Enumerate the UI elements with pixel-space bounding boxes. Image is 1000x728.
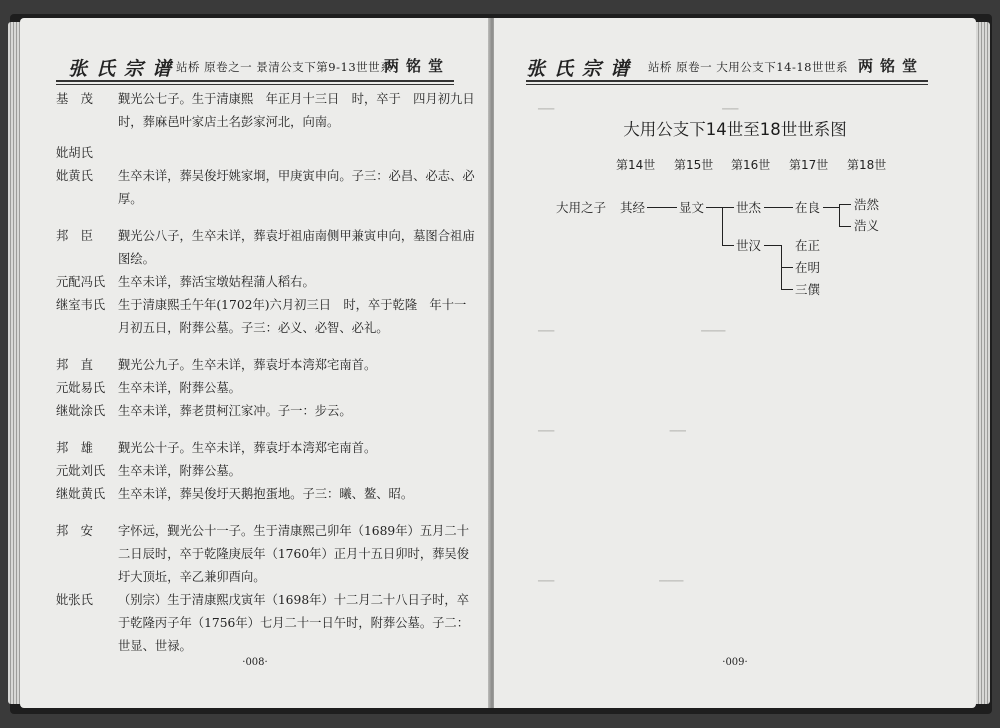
bleed-through-texture: ▁▁ ▁▁: [538, 420, 686, 432]
lineage-entry: [56, 271, 476, 294]
tree-node-gen16: 世杰: [736, 200, 762, 215]
lineage-entry: [56, 88, 487, 134]
person-name: 邦 安: [56, 524, 93, 538]
tree-node-gen17: 在良: [795, 200, 821, 215]
person-record: 生卒未详，葬老贯柯江家冲。子一：步云。: [118, 404, 352, 418]
header-rule-thin: [526, 84, 928, 85]
tree-node-gen15: 显文: [679, 200, 705, 215]
tree-connector: [823, 207, 839, 208]
bleed-through-texture: ▁▁ ▁▁▁: [538, 570, 684, 582]
tree-connector: [647, 207, 677, 208]
person-name: 邦 直: [56, 358, 93, 372]
person-name: 邦 雄: [56, 441, 93, 455]
person-name: 元妣刘氏: [56, 464, 106, 478]
person-record: 觐光公八子，生卒未详，葬袁圩祖庙南侧甲兼寅申向，墓图合祖庙图绘。: [118, 229, 475, 266]
generation-label: 第18世: [847, 158, 887, 172]
tree-connector: [722, 207, 723, 245]
lineage-entry: [56, 589, 476, 658]
person-record: 字怀远，觐光公十一子。生于清康熙己卯年（1689年）五月二十二日辰时，卒于乾隆庚辰年（1760年）正月十五日卯时，葬吴俊圩大顶坵，辛乙兼卯酉向。: [118, 524, 470, 584]
lineage-entry: [56, 460, 476, 483]
lineage-entry: [56, 400, 476, 423]
lineage-entry: [56, 354, 476, 377]
person-record: 生卒未详，葬活宝墩姑程蒲人稻右。: [118, 275, 315, 289]
tree-connector: [722, 245, 734, 246]
person-name: 元配冯氏: [56, 275, 106, 289]
tree-node-gen17: 在明: [795, 260, 821, 275]
bleed-through-texture: ▁▁ ▁▁▁: [538, 320, 726, 332]
person-name: 基 茂: [56, 92, 93, 106]
tree-node-gen14: 其经: [620, 200, 646, 215]
tree-node-gen16: 世汉: [736, 238, 762, 253]
tree-connector: [839, 204, 851, 205]
lineage-entry: [56, 142, 476, 165]
tree-node-root: 大用之子: [556, 200, 607, 215]
genealogy-brand-title: 张氏宗谱: [68, 58, 181, 80]
right-page-edges: [976, 22, 990, 704]
person-record: [118, 142, 476, 165]
tree-node-gen17: 三僎: [795, 282, 821, 297]
genealogy-brand-title: 张氏宗谱: [526, 58, 639, 80]
tree-connector: [764, 245, 781, 246]
lineage-entry: [56, 520, 476, 589]
lineage-entry: [56, 437, 476, 460]
person-name: 邦 臣: [56, 229, 93, 243]
person-record: （别宗）生于清康熙戊寅年（1698年）十二月二十八日子时，卒于乾隆丙子年（1756年）七月二十一日午时，附葬公墓。子二：世显、世禄。: [118, 593, 470, 653]
tree-connector: [781, 267, 793, 268]
lineage-entries: [56, 88, 487, 658]
section-subtitle: 站桥 原卷一 大用公支下14-18世世系: [648, 60, 848, 74]
generation-label: 第16世: [731, 158, 771, 172]
tree-connector: [839, 226, 851, 227]
person-name: 妣张氏: [56, 593, 93, 607]
left-page-header: [68, 54, 454, 78]
lineage-entry: [56, 483, 476, 506]
lineage-entry: [56, 294, 476, 340]
lineage-chart-title: 大用公支下14世至18世世系图: [623, 120, 847, 139]
person-record: 觐光公十子。生卒未详，葬袁圩本湾郑宅南首。: [118, 441, 377, 455]
right-page-header: [526, 54, 928, 78]
person-record: 生于清康熙壬午年(1702年)六月初三日 时，卒于乾隆 年十一月初五日，附葬公墓。子三：必义、必智、必礼。: [118, 298, 467, 335]
page-number: ·009·: [722, 657, 748, 668]
person-record: 生卒未详，附葬公墓。: [118, 381, 241, 395]
person-name: 元妣易氏: [56, 381, 106, 395]
left-page: [20, 18, 490, 708]
bleed-through-texture: ▁▁ ▁▁: [538, 98, 739, 110]
person-name: 继室韦氏: [56, 298, 106, 312]
person-record: 生卒未详，附葬公墓。: [118, 464, 241, 478]
person-name: 妣胡氏: [56, 146, 93, 160]
header-rule: [526, 80, 928, 82]
page-number: ·008·: [242, 657, 268, 668]
person-record: 生卒未详，葬吴俊圩姚家埛，甲庚寅申向。子三：必昌、必志、必厚。: [118, 169, 475, 206]
section-subtitle: 站桥 原卷之一 景清公支下第9-13世世系: [176, 60, 393, 74]
tree-connector: [781, 289, 793, 290]
tree-node-gen17: 在正: [795, 238, 821, 253]
person-name: 继妣黄氏: [56, 487, 106, 501]
tree-connector: [839, 204, 840, 226]
tree-node-gen18: 浩义: [854, 218, 880, 233]
lineage-entry: [56, 377, 476, 400]
person-name: 妣黄氏: [56, 169, 93, 183]
tree-connector: [706, 207, 734, 208]
lineage-entry: [56, 225, 476, 271]
hall-name: 两铭堂: [383, 57, 450, 75]
person-record: 觐光公九子。生卒未详，葬袁圩本湾郑宅南首。: [118, 358, 377, 372]
person-record: 觐光公七子。生于清康熙 年正月十三日 时，卒于 四月初九日 时，葬麻邑叶家店土名彭家河北，向南。: [118, 92, 487, 129]
tree-connector: [764, 207, 793, 208]
right-page: [494, 18, 976, 708]
lineage-entry: [56, 165, 476, 211]
left-page-edges: [8, 22, 20, 704]
person-record: 生卒未详，葬吴俊圩天鹅抱蛋地。子三：曦、鳌、昭。: [118, 487, 414, 501]
generation-label: 第15世: [674, 158, 714, 172]
header-rule-thin: [56, 84, 454, 85]
generation-label: 第17世: [789, 158, 829, 172]
person-name: 继妣涂氏: [56, 404, 106, 418]
header-rule: [56, 80, 454, 82]
generation-label: 第14世: [616, 158, 656, 172]
hall-name: 两铭堂: [857, 57, 924, 75]
tree-node-gen18: 浩然: [854, 197, 880, 212]
